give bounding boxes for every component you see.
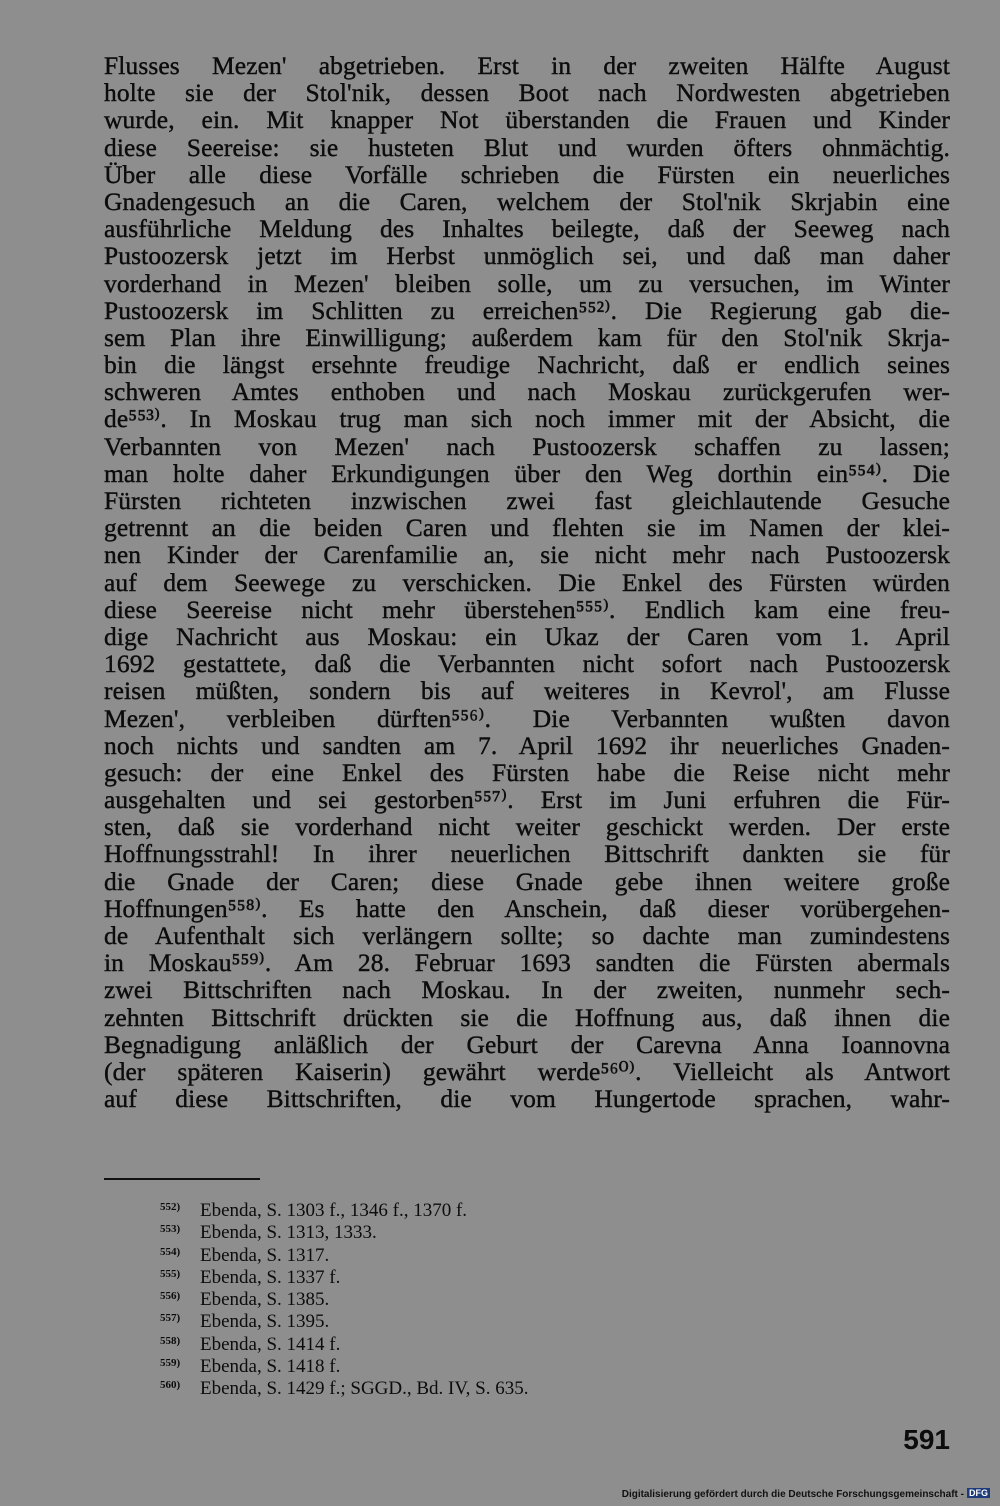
body-line: bin die längst ersehnte freudige Nachricht, daß er endlich seines — [104, 350, 950, 380]
footnote — [160, 1374, 860, 1400]
body-line: vorderhand in Mezen' bleiben solle, um zu versuchen, im Winter — [104, 268, 950, 298]
footnote — [160, 1218, 860, 1244]
footnote — [160, 1307, 860, 1333]
footnote-text: Ebenda, S. 1317. — [200, 1244, 330, 1266]
body-line: in Moskau⁵⁵⁹⁾. Am 28. Februar 1693 sandten die Fürsten abermals — [104, 948, 950, 978]
body-line: reisen müßten, sondern bis auf weiteres in Kevrol', am Flusse — [104, 676, 950, 706]
footnote-text: Ebenda, S. 1418 f. — [200, 1356, 341, 1378]
footnote — [160, 1263, 860, 1288]
body-line: Über alle diese Vorfälle schrieben die Fürsten ein neuerliches — [104, 159, 950, 189]
footnote-text: Ebenda, S. 1414 f. — [200, 1333, 341, 1355]
body-line: ausgehalten und sei gestorben⁵⁵⁷⁾. Erst im Juni erfuhren die Für- — [104, 785, 950, 815]
body-line: Mezen', verbleiben dürften⁵⁵⁶⁾. Die Verbannten wußten davon — [104, 703, 950, 733]
body-line: ausführliche Meldung des Inhaltes beilegte, daß der Seeweg nach — [104, 214, 950, 244]
body-line: auf diese Bittschriften, die vom Hungertode sprachen, wahr- — [104, 1084, 950, 1114]
footnote-number: 556) — [160, 1290, 181, 1303]
dfg-logo: DFG — [969, 1488, 988, 1498]
footnote-text: Ebenda, S. 1429 f.; SGGD., Bd. IV, S. 635. — [200, 1378, 529, 1400]
body-line: diese Seereise nicht mehr überstehen⁵⁵⁵⁾. Endlich kam eine freu- — [104, 594, 950, 624]
body-line: Fürsten richteten inzwischen zwei fast gleichlautende Gesuche — [104, 486, 950, 515]
footnote-number: 552) — [160, 1201, 181, 1213]
body-line: diese Seereise: sie husteten Blut und wurden öfters ohnmächtig. — [104, 132, 950, 162]
footnote — [160, 1241, 860, 1266]
footnote-number: 558) — [160, 1334, 181, 1347]
body-line: Hoffnungen⁵⁵⁸⁾. Es hatte den Anschein, daß dieser vorübergehen- — [104, 893, 950, 923]
body-line: auf dem Seewege zu verschicken. Die Enkel des Fürsten würden — [104, 567, 950, 597]
body-line: die Gnade der Caren; diese Gnade gebe ihnen weitere große — [104, 866, 950, 896]
footnote-text: Ebenda, S. 1337 f. — [200, 1266, 341, 1288]
digitization-credit — [622, 1488, 990, 1500]
body-line: gesuch: der eine Enkel des Fürsten habe die Reise nicht mehr — [104, 757, 950, 787]
body-line: zehnten Bittschrift drückten sie die Hoffnung aus, daß ihnen die — [104, 1002, 950, 1032]
body-line: man holte daher Erkundigungen über den Weg dorthin ein⁵⁵⁴⁾. Die — [104, 458, 950, 488]
body-line: de Aufenthalt sich verlängern sollte; so dachte man zumindestens — [104, 921, 950, 950]
footnote-text: Ebenda, S. 1395. — [200, 1311, 330, 1333]
body-line: de⁵⁵³⁾. In Moskau trug man sich noch immer mit der Absicht, die — [104, 404, 950, 434]
body-line: schweren Amtes enthoben und nach Moskau zurückgerufen wer- — [104, 377, 950, 407]
footnotes — [160, 1196, 860, 1400]
body-line: Flusses Mezen' abgetrieben. Erst in der zweiten Hälfte August — [104, 51, 950, 80]
page-number: 591 — [903, 1424, 950, 1455]
footnote-number: 559) — [160, 1357, 181, 1370]
body-line: noch nichts und sandten am 7. April 1692 ihr neuerliches Gnaden- — [104, 730, 950, 760]
footnote-number: 560) — [160, 1379, 181, 1392]
body-line: zwei Bittschriften nach Moskau. In der zweiten, nunmehr sech- — [104, 975, 950, 1005]
footnote-text: Ebenda, S. 1303 f., 1346 f., 1370 f. — [200, 1200, 468, 1221]
footnote — [160, 1196, 860, 1221]
footnote-number: 553) — [160, 1223, 181, 1236]
body-line: Verbannten von Mezen' nach Pustoozersk schaffen zu lassen; — [104, 431, 950, 461]
footnote-number: 557) — [160, 1312, 181, 1325]
footnote — [160, 1330, 860, 1355]
body-line: 1692 gestattete, daß die Verbannten nicht sofort nach Pustoozersk — [104, 649, 950, 679]
body-text — [104, 52, 950, 1112]
body-line: Pustoozersk im Schlitten zu erreichen⁵⁵²⁾. Die Regierung gab die- — [104, 295, 950, 325]
credit-text: Digitalisierung gefördert durch die Deutsche Forschungsgemeinschaft - — [621, 1489, 964, 1500]
body-line: sem Plan ihre Einwilligung; außerdem kam für den Stol'nik Skrja- — [104, 322, 950, 352]
footnote — [160, 1352, 860, 1378]
footnote — [160, 1285, 860, 1311]
body-line: nen Kinder der Carenfamilie an, sie nicht mehr nach Pustoozersk — [104, 540, 950, 570]
footnote-text: Ebenda, S. 1385. — [200, 1289, 330, 1311]
body-line: holte sie der Stol'nik, dessen Boot nach Nordwesten abgetrieben — [104, 78, 950, 108]
body-line: dige Nachricht aus Moskau: ein Ukaz der Caren vom 1. April — [104, 621, 950, 651]
footnote-text: Ebenda, S. 1313, 1333. — [200, 1222, 377, 1244]
body-line: sten, daß sie vorderhand nicht weiter geschickt werden. Der erste — [104, 812, 950, 842]
footnote-separator — [104, 1178, 260, 1180]
footnote-number: 554) — [160, 1245, 181, 1258]
footnote-number: 555) — [160, 1267, 181, 1280]
body-line: Gnadengesuch an die Caren, welchem der Stol'nik Skrjabin eine — [104, 186, 950, 216]
body-line: wurde, ein. Mit knapper Not überstanden die Frauen und Kinder — [104, 105, 950, 135]
body-line: getrennt an die beiden Caren und flehten sie im Namen der klei- — [104, 513, 950, 543]
body-line: Begnadigung anläßlich der Geburt der Carevna Anna Ioannovna — [104, 1029, 950, 1059]
body-line: Hoffnungsstrahl! In ihrer neuerlichen Bittschrift dankten sie für — [104, 839, 950, 869]
body-line: Pustoozersk jetzt im Herbst unmöglich sei, und daß man daher — [104, 241, 950, 271]
body-line: (der späteren Kaiserin) gewährt werde⁵⁶⁰⁾. Vielleicht als Antwort — [104, 1056, 950, 1086]
